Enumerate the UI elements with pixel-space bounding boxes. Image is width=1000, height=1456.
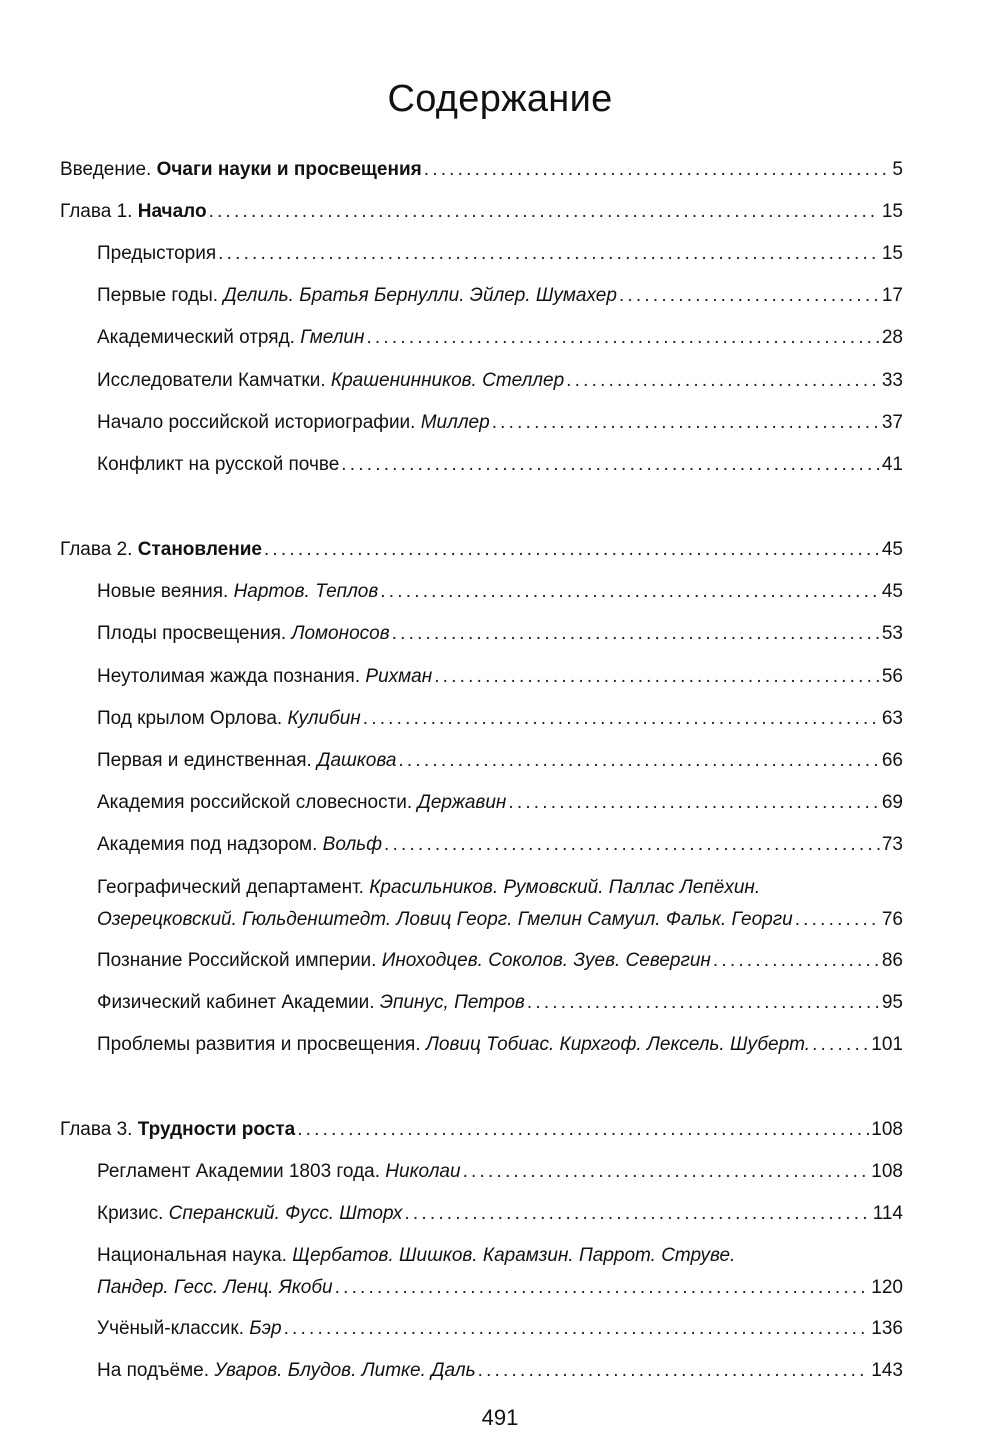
entry-page-number: 114 bbox=[872, 1203, 903, 1224]
entry-page-number: 15 bbox=[881, 201, 903, 222]
entry-page-number: 101 bbox=[871, 1034, 903, 1055]
entry-names: Сперанский. Фусс. Шторх bbox=[168, 1203, 403, 1224]
entry-page-number: 37 bbox=[881, 412, 903, 433]
entry-page-number: 41 bbox=[881, 454, 903, 475]
entry-prefix: Введение. bbox=[60, 159, 157, 180]
entry-names-continued: Пандер. Гесс. Ленц. Якоби bbox=[97, 1277, 333, 1298]
toc-entry-prehistory[interactable] bbox=[97, 241, 903, 267]
dot-leader bbox=[508, 790, 880, 816]
entry-prefix: Глава 3. bbox=[60, 1119, 138, 1140]
entry-page-number: 33 bbox=[881, 370, 903, 391]
entry-prefix: Глава 1. bbox=[60, 201, 138, 222]
entry-page-number: 95 bbox=[881, 992, 903, 1013]
dot-leader bbox=[713, 948, 880, 974]
toc-entry-orlov-wing[interactable] bbox=[97, 706, 903, 732]
entry-names: Щербатов. Шишков. Карамзин. Паррот. Струве. bbox=[292, 1245, 736, 1266]
entry-text: На подъёме. bbox=[97, 1360, 215, 1381]
entry-line-2 bbox=[97, 907, 903, 933]
entry-page-number: 143 bbox=[871, 1360, 903, 1381]
entry-text: Под крылом Орлова. bbox=[97, 708, 288, 729]
entry-title: Начало bbox=[137, 201, 207, 222]
toc-entry-kamchatka[interactable] bbox=[97, 368, 903, 394]
entry-text: Академия под надзором. bbox=[97, 834, 323, 855]
dot-leader bbox=[264, 537, 880, 563]
entry-names: Кулибин bbox=[287, 708, 361, 729]
dot-leader bbox=[284, 1316, 870, 1342]
toc-entry-physics-cabinet[interactable] bbox=[97, 990, 903, 1016]
toc-entry-first-years[interactable] bbox=[97, 283, 903, 309]
dot-leader bbox=[812, 1032, 869, 1058]
page-title: Содержание bbox=[387, 78, 613, 120]
toc-entry-academy-under-supervision[interactable] bbox=[97, 832, 903, 858]
entry-title: Трудности роста bbox=[137, 1119, 296, 1140]
entry-page-number: 86 bbox=[881, 950, 903, 971]
entry-page-number: 76 bbox=[881, 909, 903, 930]
entry-text: Исследователи Камчатки. bbox=[97, 370, 331, 391]
entry-text: Неутолимая жажда познания. bbox=[97, 666, 366, 687]
toc-entry-historiography[interactable] bbox=[97, 410, 903, 436]
entry-names: Эпинус, Петров bbox=[379, 992, 525, 1013]
entry-page-number: 56 bbox=[881, 666, 903, 687]
dot-leader bbox=[527, 990, 880, 1016]
entry-page-number: 63 bbox=[881, 708, 903, 729]
entry-line-1 bbox=[97, 875, 903, 901]
entry-text: Новые веяния. bbox=[97, 581, 234, 602]
entry-text: Познание Российской империи. bbox=[97, 950, 382, 971]
entry-text: Учёный-классик. bbox=[97, 1318, 250, 1339]
dot-leader bbox=[341, 452, 880, 478]
dot-leader bbox=[566, 368, 880, 394]
entry-names: Красильников. Румовский. Паллас Лепёхин. bbox=[369, 877, 761, 898]
toc-entry-national-science[interactable] bbox=[97, 1243, 903, 1301]
dot-leader bbox=[218, 241, 880, 267]
entry-page-number: 53 bbox=[881, 623, 903, 644]
entry-text: Предыстория bbox=[97, 243, 217, 264]
entry-names-continued: Озерецковский. Гюльденштедт. Ловиц Георг. Гмелин Самуил. Фальк. Георги bbox=[97, 909, 793, 930]
dot-leader bbox=[619, 283, 880, 309]
toc-entry-chapter-1[interactable] bbox=[60, 199, 903, 225]
entry-names: Гмелин bbox=[300, 327, 365, 348]
entry-names: Ловиц Тобиас. Кирхгоф. Лексель. Шуберт. bbox=[425, 1034, 811, 1055]
entry-names: Иноходцев. Соколов. Зуев. Севергин bbox=[381, 950, 711, 971]
dot-leader bbox=[297, 1117, 869, 1143]
toc-entry-on-the-rise[interactable] bbox=[97, 1358, 903, 1384]
entry-page-number: 5 bbox=[892, 159, 903, 180]
toc-entry-introduction[interactable] bbox=[60, 157, 903, 183]
entry-names: Ломоносов bbox=[291, 623, 390, 644]
dot-leader bbox=[492, 410, 880, 436]
entry-page-number: 136 bbox=[871, 1318, 903, 1339]
entry-text: Географический департамент. bbox=[97, 877, 370, 898]
entry-names: Рихман bbox=[365, 666, 433, 687]
entry-names: Крашенинников. Стеллер bbox=[330, 370, 565, 391]
toc-entry-geographic-department[interactable] bbox=[97, 875, 903, 933]
dot-leader bbox=[366, 325, 879, 351]
entry-page-number: 108 bbox=[871, 1119, 903, 1140]
dot-leader bbox=[795, 907, 880, 933]
entry-page-number: 66 bbox=[881, 750, 903, 771]
dot-leader bbox=[478, 1358, 870, 1384]
toc-entry-academy-of-letters[interactable] bbox=[97, 790, 903, 816]
entry-names: Державин bbox=[417, 792, 507, 813]
entry-line-1 bbox=[97, 1243, 903, 1269]
dot-leader bbox=[463, 1159, 870, 1185]
toc-entry-chapter-3[interactable] bbox=[60, 1117, 903, 1143]
entry-page-number: 73 bbox=[881, 834, 903, 855]
entry-text: Конфликт на русской почве bbox=[97, 454, 340, 475]
entry-text: Академия российской словесности. bbox=[97, 792, 418, 813]
entry-text: Плоды просвещения. bbox=[97, 623, 292, 644]
entry-names: Николаи bbox=[385, 1161, 461, 1182]
entry-names: Миллер bbox=[420, 412, 490, 433]
entry-text: Первая и единственная. bbox=[97, 750, 318, 771]
entry-page-number: 45 bbox=[881, 581, 903, 602]
entry-title: Становление bbox=[137, 539, 262, 560]
dot-leader bbox=[380, 579, 880, 605]
page-number: 491 bbox=[481, 1405, 519, 1430]
toc-entry-new-trends[interactable] bbox=[97, 579, 903, 605]
entry-names: Делиль. Братья Бернулли. Эйлер. Шумахер bbox=[223, 285, 617, 306]
toc-entry-crisis[interactable] bbox=[97, 1201, 903, 1227]
entry-text: Кризис. bbox=[97, 1203, 169, 1224]
toc-entry-russian-empire[interactable] bbox=[97, 948, 903, 974]
entry-line-2 bbox=[97, 1275, 903, 1301]
entry-page-number: 17 bbox=[881, 285, 903, 306]
toc-entry-regulation-1803[interactable] bbox=[97, 1159, 903, 1185]
toc-entry-fruits-of-enlightenment[interactable] bbox=[97, 621, 903, 647]
toc-entry-thirst-for-knowledge[interactable] bbox=[97, 664, 903, 690]
dot-leader bbox=[384, 832, 880, 858]
dot-leader bbox=[209, 199, 880, 225]
toc-entry-academic-detachment[interactable] bbox=[97, 325, 903, 351]
dot-leader bbox=[434, 664, 880, 690]
entry-page-number: 108 bbox=[871, 1161, 903, 1182]
entry-title: Очаги науки и просвещения bbox=[156, 159, 422, 180]
toc-entry-first-and-only[interactable] bbox=[97, 748, 903, 774]
entry-names: Вольф bbox=[322, 834, 383, 855]
dot-leader bbox=[363, 706, 880, 732]
entry-text: Физический кабинет Академии. bbox=[97, 992, 380, 1013]
entry-page-number: 28 bbox=[881, 327, 903, 348]
entry-page-number: 15 bbox=[881, 243, 903, 264]
entry-page-number: 120 bbox=[871, 1277, 903, 1298]
entry-prefix: Глава 2. bbox=[60, 539, 138, 560]
toc-entry-classic-scientist[interactable] bbox=[97, 1316, 903, 1342]
entry-names: Дашкова bbox=[317, 750, 397, 771]
entry-names: Бэр bbox=[249, 1318, 282, 1339]
entry-names: Нартов. Теплов bbox=[233, 581, 379, 602]
dot-leader bbox=[335, 1275, 870, 1301]
dot-leader bbox=[424, 157, 891, 183]
entry-names: Уваров. Блудов. Литке. Даль bbox=[214, 1360, 476, 1381]
dot-leader bbox=[404, 1201, 870, 1227]
dot-leader bbox=[398, 748, 879, 774]
entry-text: Проблемы развития и просвещения. bbox=[97, 1034, 426, 1055]
entry-page-number: 45 bbox=[881, 539, 903, 560]
entry-text: Первые годы. bbox=[97, 285, 224, 306]
entry-text: Начало российской историографии. bbox=[97, 412, 421, 433]
toc-entry-conflict[interactable] bbox=[97, 452, 903, 478]
toc-entry-development-problems[interactable] bbox=[97, 1032, 903, 1058]
entry-text: Национальная наука. bbox=[97, 1245, 293, 1266]
entry-text: Академический отряд. bbox=[97, 327, 301, 348]
toc-entry-chapter-2[interactable] bbox=[60, 537, 903, 563]
entry-page-number: 69 bbox=[881, 792, 903, 813]
entry-text: Регламент Академии 1803 года. bbox=[97, 1161, 386, 1182]
dot-leader bbox=[392, 621, 880, 647]
